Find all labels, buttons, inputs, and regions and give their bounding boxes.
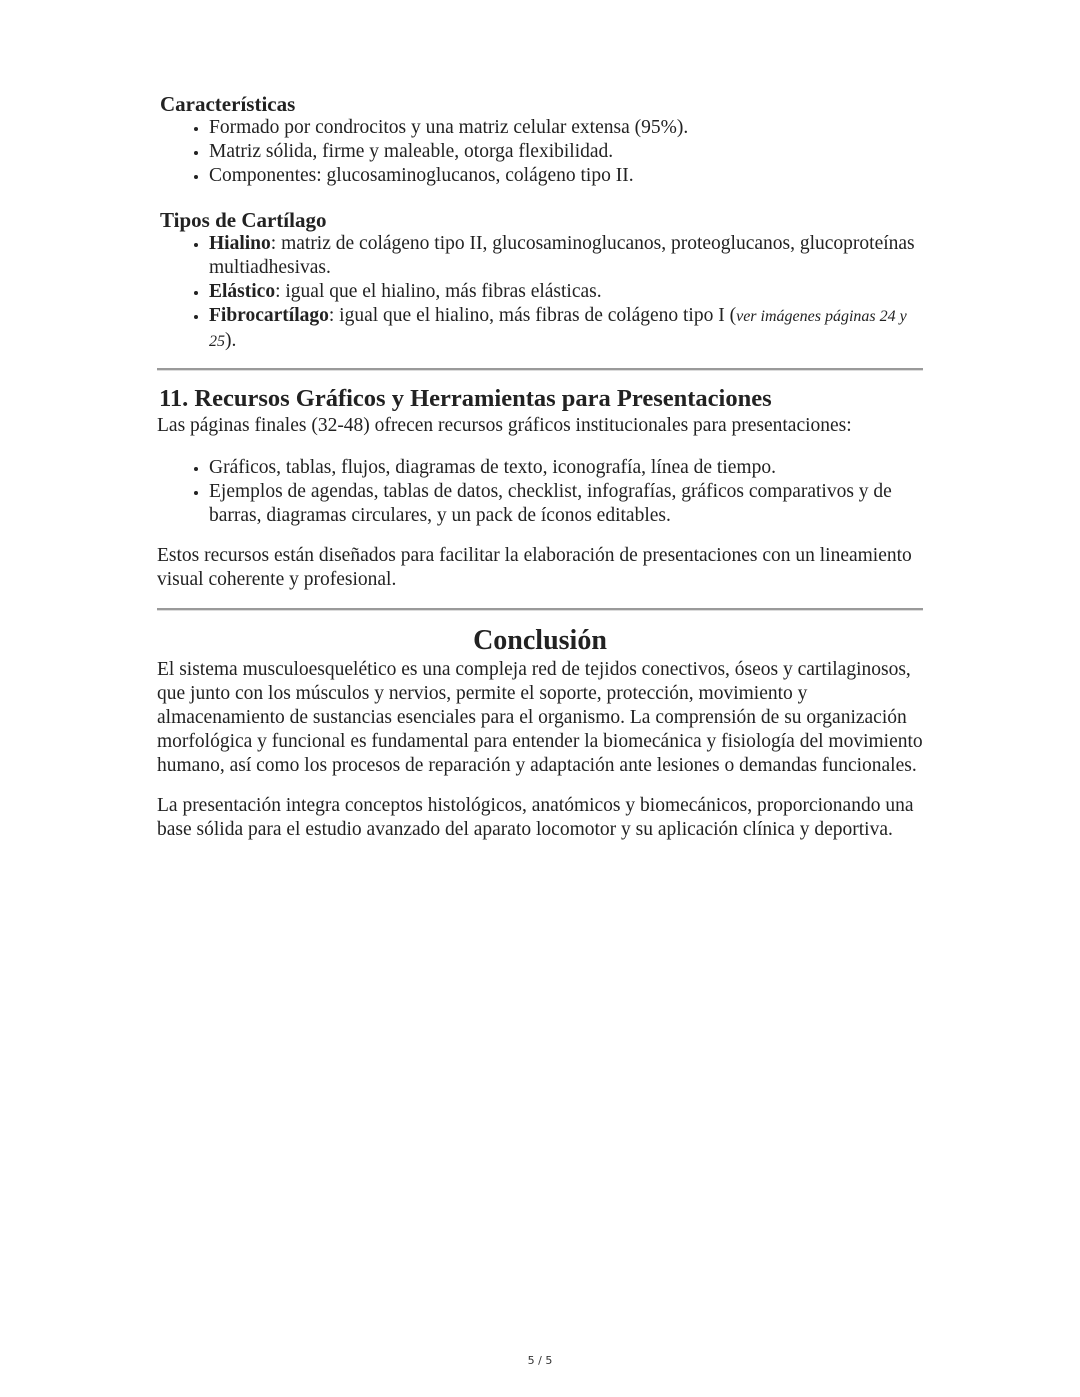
tipos-heading: Tipos de Cartílago xyxy=(160,208,327,232)
term-description: : igual que el hialino, más fibras de colágeno tipo I ( xyxy=(328,305,737,326)
document-page xyxy=(157,92,923,842)
section-11-intro: Las páginas finales (32-48) ofrecen recursos gráficos institucionales para presentaciones: xyxy=(157,415,852,436)
tipos-section xyxy=(157,208,923,354)
section-divider xyxy=(157,608,923,610)
section-11-closing: Estos recursos están diseñados para facilitar la elaboración de presentaciones con un lineamiento visual coherente y profesional. xyxy=(157,545,912,590)
caracteristicas-section xyxy=(157,92,923,188)
page-reference-note: ver imágenes páginas 24 y 25 xyxy=(209,308,907,350)
list-item xyxy=(209,304,923,354)
list-item: • Gráficos, tablas, flujos, diagramas de texto, iconografía, línea de tiempo. xyxy=(209,456,923,480)
tipos-list xyxy=(157,232,923,354)
section-11-list xyxy=(157,456,923,528)
section-divider xyxy=(157,368,923,370)
conclusion-paragraph: La presentación integra conceptos histológicos, anatómicos y biomecánicos, proporcionando una base sólida para el estudio avanzado del aparato locomotor y su aplicación clínica y deportiva. xyxy=(157,795,914,840)
page-indicator: 5 / 5 xyxy=(527,1354,553,1367)
conclusion-title: Conclusión xyxy=(473,625,607,656)
term-elastico: Elástico xyxy=(209,281,276,302)
term-fibrocartilago: Fibrocartílago xyxy=(209,305,329,326)
term-hialino: Hialino xyxy=(209,233,271,254)
list-item: • Ejemplos de agendas, tablas de datos, checklist, infografías, gráficos comparativos y de barras, diagramas circulares, y un pack de íconos editables. xyxy=(209,480,923,528)
term-description: : igual que el hialino, más fibras elásticas. xyxy=(275,281,602,302)
term-closing: ). xyxy=(225,330,237,351)
list-item xyxy=(209,280,923,304)
section-11-title: 11. Recursos Gráficos y Herramientas para Presentaciones xyxy=(159,385,772,412)
list-item xyxy=(209,232,923,280)
caracteristicas-heading: Características xyxy=(160,92,296,116)
term-description: : matriz de colágeno tipo II, glucosaminoglucanos, proteoglucanos, glucoproteínas multiadhesivas. xyxy=(209,233,915,278)
caracteristicas-list xyxy=(157,116,923,188)
conclusion-paragraph: El sistema musculoesquelético es una compleja red de tejidos conectivos, óseos y cartilaginosos, que junto con los músculos y nervios, permite el soporte, protección, movimiento y almacenamiento de sustancias esenciales para el organismo. La comprensión de su organización morfológica y funcional es fundamental para entender la biomecánica y fisiología del movimiento humano, así como los procesos de reparación y adaptación ante lesiones o demandas funcionales. xyxy=(157,659,923,776)
list-item: • Formado por condrocitos y una matriz celular extensa (95%). xyxy=(209,116,923,140)
list-item: • Matriz sólida, firme y maleable, otorga flexibilidad. xyxy=(209,140,923,164)
list-item: • Componentes: glucosaminoglucanos, colágeno tipo II. xyxy=(209,164,923,188)
